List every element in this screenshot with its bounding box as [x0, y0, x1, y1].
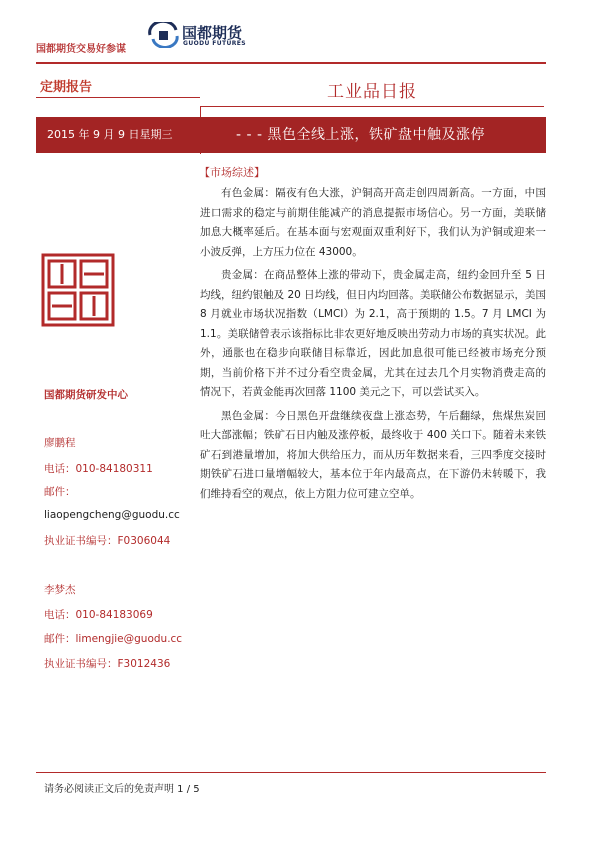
left-title-rule [36, 97, 200, 98]
analyst-name: 李梦杰 [44, 584, 76, 596]
logo-cn-text: 国都期货 [182, 24, 243, 42]
analyst-email[interactable]: 邮件：limengjie@guodu.cc [44, 633, 183, 645]
section-label: 【市场综述】 [199, 166, 265, 179]
analyst-phone: 电话：010-84183069 [44, 609, 153, 621]
headline: - - - 黑色全线上涨，铁矿盘中触及涨停 [236, 127, 486, 143]
analyst-email-label: 邮件： [44, 486, 76, 498]
report-title-box [200, 68, 544, 107]
disclaimer-footer: 请务必阅读正文后的免责声明 1 / 5 [44, 784, 200, 795]
analyst-email[interactable]: liaopengcheng@guodu.cc [44, 509, 180, 521]
logo-en-text: GUODU FUTURES [183, 40, 247, 47]
research-center: 国都期货研发中心 [44, 389, 128, 401]
footer-rule [36, 772, 546, 773]
logo-mark-icon [148, 22, 180, 48]
tagline: 国都期货交易好参谋 [36, 44, 126, 55]
report-date: 2015 年 9 月 9 日星期三 [47, 128, 173, 141]
analyst-name: 廖鹏程 [44, 437, 76, 449]
header-rule [36, 62, 546, 64]
report-type: 定期报告 [40, 80, 93, 95]
analyst-phone: 电话：010-84180311 [44, 463, 153, 475]
guodu-logo-icon [148, 22, 256, 50]
analyst-license: 执业证书编号：F0306044 [44, 535, 171, 547]
red-seal-stamp-icon [40, 252, 116, 328]
analyst-license: 执业证书编号：F3012436 [44, 658, 171, 670]
report-title: 工业品日报 [327, 82, 417, 102]
paragraph-ferrous: 黑色金属：今日黑色开盘继续夜盘上涨态势，午后翻绿，焦煤焦炭回吐大部涨幅；铁矿石日内触及涨停板，最终收于 400 关口下。随着未来铁矿石到港量增加，将加大供给压力，而从历年数据来看，三四季度交接时期铁矿石进口量增幅较大，基本位于年内最高点，在下游仍未转暖下，我们维持看空的观点，依上方阻力位可建立空单。 [200, 409, 546, 500]
market-summary [200, 184, 546, 508]
paragraph-precious: 贵金属：在商品整体上涨的带动下，贵金属走高，纽约金回升至 5 日均线，纽约银触及 20 日均线，但日内均回落。美联储公布数据显示，美国 8 月就业市场状况指数（LMCI）为 2.1，高于预期的 1.5。7 月 LMCI 为 1.1。美联储曾表示该指标比非农更好地反映出劳动力市场的真实状况。此外，通胀也在稳步向联储目标靠近，因此加息很可能已经被市场充分预期，当前价格下并不过分看空贵金属，尤其在过去几个月实物消费走高的情况下，若黄金能再次回落 1100 美元之下，可以尝试买入。 [200, 269, 546, 398]
paragraph-nonferrous: 有色金属：隔夜有色大涨，沪铜高开高走创四周新高。一方面，中国进口需求的稳定与前期佳能减产的消息提振市场信心。另一方面，美联储加息大概率延后。在基本面与宏观面双重利好下，我们认为沪铜或迎来一小波反弹，上方压力位在 43000。 [200, 187, 546, 258]
